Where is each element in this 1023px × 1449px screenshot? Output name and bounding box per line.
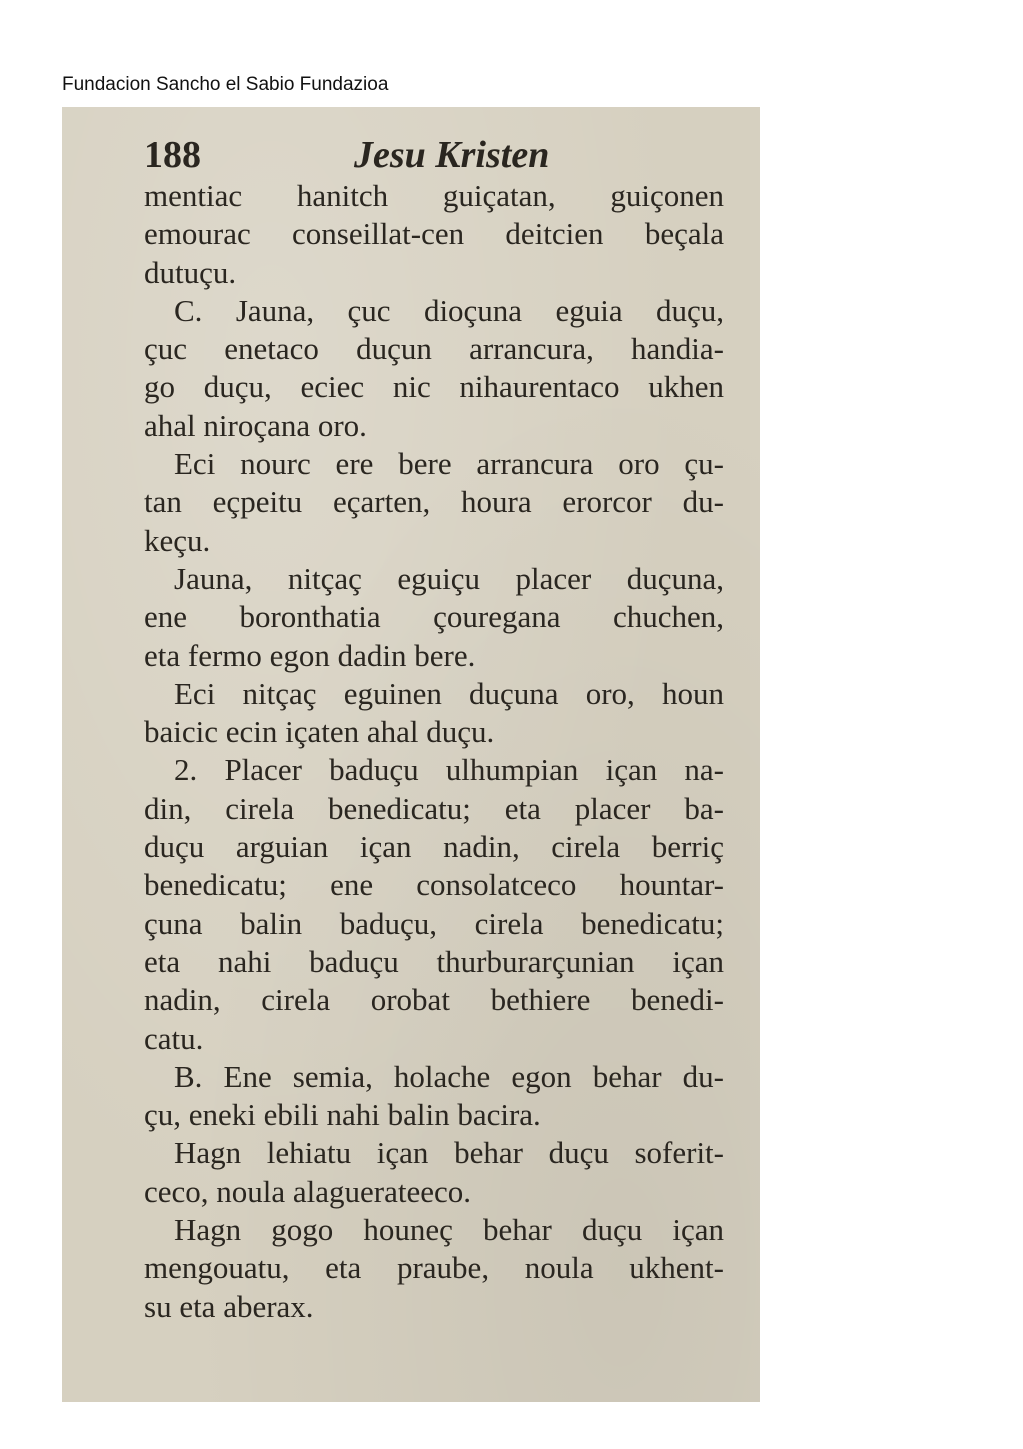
scanned-book-page xyxy=(62,107,760,1402)
text-line: Hagn lehiatu içan behar duçu soferit- xyxy=(174,1135,724,1171)
text-line: B. Ene semia, holache egon behar du- xyxy=(174,1058,724,1094)
text-line: mentiac hanitch guiçatan, guiçonen xyxy=(144,178,724,213)
text-line: ahal niroçana oro. xyxy=(144,407,367,443)
text-line: dutuçu. xyxy=(144,254,237,290)
text-line: go duçu, eciec nic nihaurentaco ukhen xyxy=(144,369,724,405)
text-line: mengouatu, eta praube, noula ukhent- xyxy=(144,1250,724,1286)
text-line: çu, eneki ebili nahi balin bacira. xyxy=(144,1097,541,1133)
text-line: Eci nitçaç eguinen duçuna oro, houn xyxy=(174,675,724,711)
text-line: Hagn gogo houneç behar duçu içan xyxy=(174,1212,724,1248)
running-title: Jesu Kristen xyxy=(354,134,550,176)
text-line: emourac conseillat-cen deitcien beçala xyxy=(144,216,724,252)
text-line: su eta aberax. xyxy=(144,1288,314,1324)
text-line: din, cirela benedicatu; eta placer ba- xyxy=(144,790,724,826)
text-line: Jauna, nitçaç eguiçu placer duçuna, xyxy=(174,560,724,596)
text-line: benedicatu; ene consolatceco hountar- xyxy=(144,867,724,903)
text-line: baicic ecin içaten ahal duçu. xyxy=(144,714,495,750)
text-line: çuc enetaco duçun arrancura, handia- xyxy=(144,331,724,367)
page-number: 188 xyxy=(144,134,201,176)
text-line: catu. xyxy=(144,1020,204,1056)
text-line: nadin, cirela orobat bethiere benedi- xyxy=(144,982,724,1018)
archive-header: Fundacion Sancho el Sabio Fundazioa xyxy=(62,74,389,95)
text-line: C. Jauna, çuc dioçuna eguia duçu, xyxy=(174,292,724,328)
text-line: duçu arguian içan nadin, cirela berriç xyxy=(144,829,724,865)
running-head xyxy=(144,133,724,177)
text-line: ceco, noula alaguerateeco. xyxy=(144,1173,472,1209)
text-line: Eci nourc ere bere arrancura oro çu- xyxy=(174,446,724,482)
text-line: ene boronthatia çouregana chuchen, xyxy=(144,599,724,635)
text-line: eta nahi baduçu thurburarçunian içan xyxy=(144,943,724,979)
text-line: keçu. xyxy=(144,522,211,558)
text-line: eta fermo egon dadin bere. xyxy=(144,637,476,673)
text-line: tan eçpeitu eçarten, houra erorcor du- xyxy=(144,484,724,520)
page-text-block xyxy=(144,133,724,1326)
text-line: 2. Placer baduçu ulhumpian içan na- xyxy=(174,752,724,788)
text-line: çuna balin baduçu, cirela benedicatu; xyxy=(144,905,724,941)
